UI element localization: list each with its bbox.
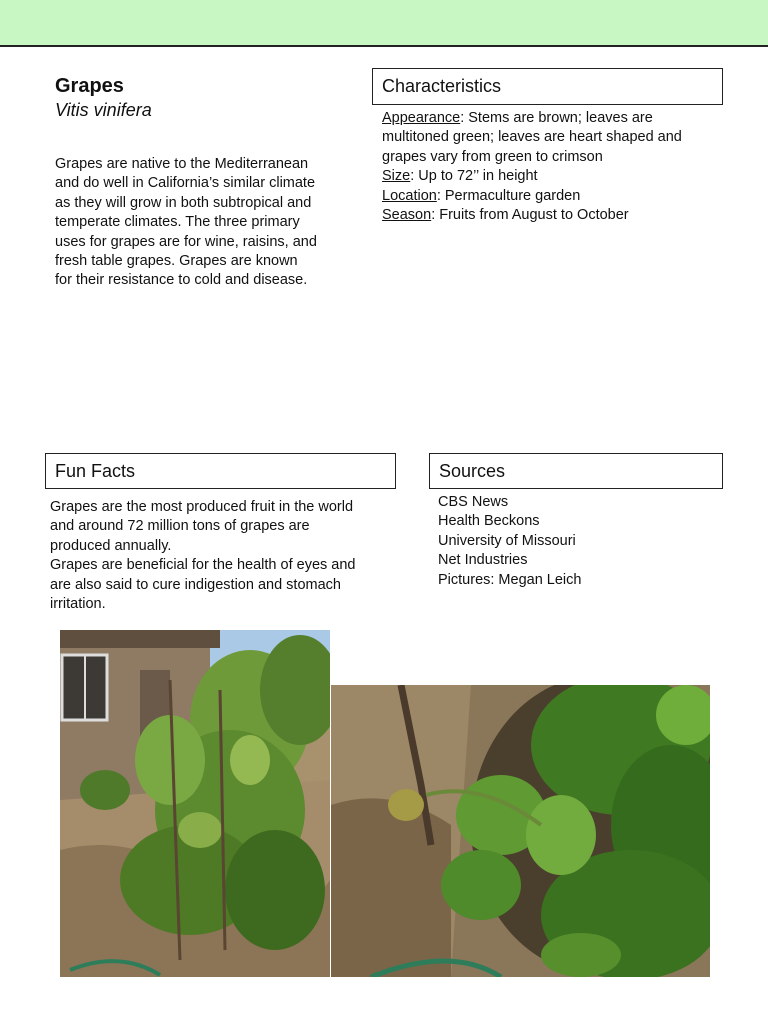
- characteristics-heading-box: [372, 68, 723, 105]
- season-line: [382, 206, 717, 225]
- size-value: : Up to 72’’ in height: [410, 168, 538, 185]
- fun-fact-line: Grapes are the most produced fruit in the world: [50, 499, 354, 515]
- grape-vine-photo-house: [60, 630, 330, 977]
- intro-line: temperate climates. The three primary: [55, 214, 300, 231]
- header-bar: [0, 0, 768, 47]
- intro-line: for their resistance to cold and disease.: [55, 272, 308, 289]
- fun-facts-heading-box: [45, 453, 396, 489]
- grape-vine-photo-closeup: [331, 685, 710, 977]
- size-label: Size: [382, 168, 411, 185]
- fun-fact-line: produced annually.: [50, 537, 172, 554]
- source-item: Health Beckons: [438, 513, 540, 530]
- fun-fact-line: are also said to cure indigestion and stomach: [50, 576, 341, 593]
- intro-line: fresh table grapes. Grapes are known: [55, 253, 298, 270]
- intro-line: Grapes are native to the Mediterranean: [55, 156, 309, 172]
- source-item: Net Industries: [438, 552, 528, 569]
- fun-facts-body: [50, 498, 385, 614]
- season-value: : Fruits from August to October: [431, 207, 629, 224]
- appearance-line: [382, 109, 717, 128]
- scientific-name: Vitis vinifera: [55, 100, 152, 120]
- grape-vine-illustration-2: [331, 685, 710, 977]
- appearance-text: grapes vary from green to crimson: [382, 148, 603, 165]
- sources-heading: Sources: [439, 460, 506, 481]
- location-label: Location: [382, 187, 437, 204]
- source-item: CBS News: [438, 494, 509, 510]
- fun-fact-line: and around 72 million tons of grapes are: [50, 518, 310, 535]
- source-item: University of Missouri: [438, 532, 576, 549]
- page-title: Grapes: [55, 75, 124, 97]
- season-label: Season: [382, 207, 432, 224]
- source-item: Pictures: Megan Leich: [438, 571, 582, 588]
- intro-line: as they will grow in both subtropical and: [55, 194, 312, 211]
- fun-facts-heading: Fun Facts: [55, 460, 136, 481]
- appearance-text: : Stems are brown; leaves are: [460, 110, 653, 126]
- location-line: [382, 187, 717, 206]
- appearance-text: multitoned green; leaves are heart shaped and: [382, 129, 682, 146]
- sources-heading-box: [429, 453, 723, 489]
- characteristics-body: [382, 109, 717, 225]
- location-value: : Permaculture garden: [436, 187, 581, 204]
- fun-fact-line: Grapes are beneficial for the health of eyes and: [50, 557, 356, 574]
- grape-vine-illustration-1: [60, 630, 330, 977]
- sources-list: [438, 493, 718, 590]
- intro-line: uses for grapes are for wine, raisins, and: [55, 233, 317, 250]
- size-line: [382, 167, 717, 186]
- intro-line: and do well in California’s similar climate: [55, 175, 316, 192]
- appearance-label: Appearance: [382, 110, 461, 126]
- intro-paragraph: [55, 155, 340, 291]
- characteristics-heading: Characteristics: [382, 76, 502, 96]
- fun-fact-line: irritation.: [50, 596, 106, 613]
